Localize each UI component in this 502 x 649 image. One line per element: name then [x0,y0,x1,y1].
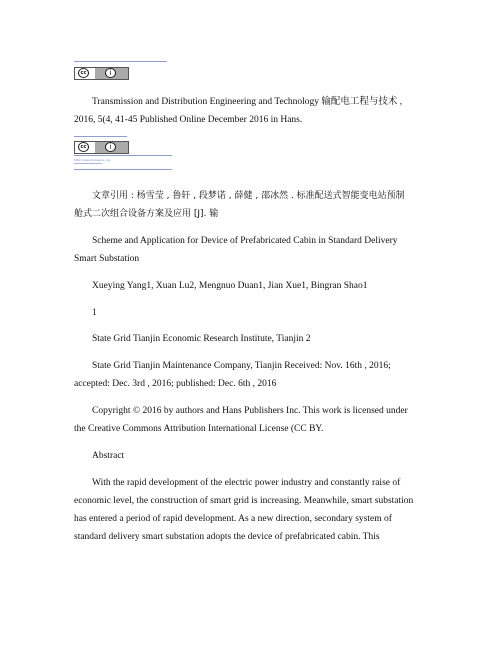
chinese-citation-line-1: 文章引用 : 杨雪莹 , 鲁轩 , 段梦诺 , 薛健 , 邵冰然 . 标准配送式智能变电站预制 [92,191,405,201]
copyright-line-1: Copyright © 2016 by authors and Hans Publishers Inc. This work is licensed under [92,406,408,416]
publisher-link[interactable]: http://www.hanspub.org [74,158,111,162]
chinese-citation-line-2: 舱式二次组合设备方案及应用 [J]. 输 [74,209,219,219]
cc-by-license-icon-2[interactable] [74,141,129,154]
paper-title-line-2: Smart Substation [74,254,140,264]
abstract-heading: Abstract [92,451,125,461]
paper-title-line-1: Scheme and Application for Device of Prefabricated Cabin in Standard Delivery [92,236,398,246]
affiliation-number: 1 [92,308,97,318]
abstract-line: economic level, the construction of smart grid is increasing. Meanwhile, smart substation [74,496,414,506]
author-list: Xueying Yang1, Xuan Lu2, Mengnuo Duan1, Jian Xue1, Bingran Shao1 [92,281,368,291]
abstract-line: standard delivery smart substation adopts the device of prefabricated cabin. This [74,532,380,542]
by-attribution-icon: i [105,68,116,78]
affiliation-2-line-1: State Grid Tianjin Maintenance Company, Tianjin Received: Nov. 16th , 2016; [92,361,391,371]
section-rule [74,136,127,137]
journal-citation-line-1: Transmission and Distribution Engineering and Technology 输配电工程与技术 , [92,97,403,107]
section-rule-2 [74,155,172,156]
copyright-line-2: the Creative Commons Attribution International License (CC BY. [74,424,324,434]
section-rule-3 [74,169,172,170]
affiliation-1: State Grid Tianjin Economic Research Institute, Tianjin 2 [92,334,311,344]
affiliation-2-line-2: accepted: Dec. 3rd , 2016; published: Dec. 6th , 2016 [74,379,277,389]
abstract-line: has entered a period of rapid development. As a new direction, secondary system of [74,514,392,524]
abstract-line: With the rapid development of the electric power industry and constantly raise of [92,478,401,488]
top-rule [74,61,167,62]
cc-by-license-icon[interactable] [74,67,129,80]
journal-citation-line-2: 2016, 5(4, 41-45 Published Online December 2016 in Hans. [74,115,303,125]
cc-icon: cc [78,68,89,78]
by-attribution-icon: i [105,142,116,152]
cc-icon: cc [78,142,89,152]
